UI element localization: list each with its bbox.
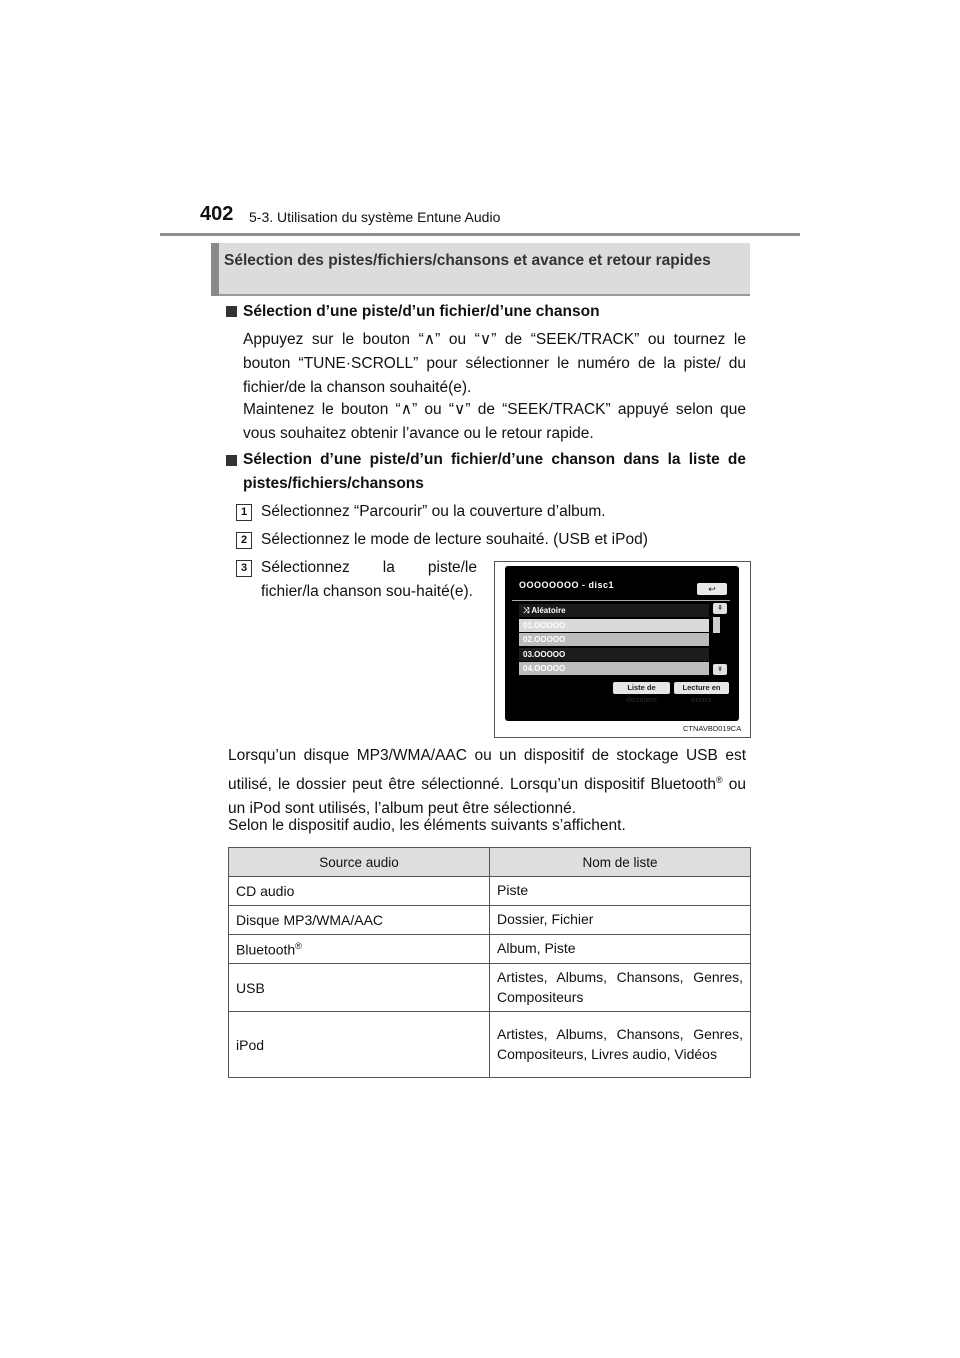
paragraph-folder-album-part1: Lorsqu’un disque MP3/WMA/AAC ou un dispositif de stockage USB est utilisé, le dossier peut être sélectionné. Lorsqu’un dispositif Bluetooth bbox=[228, 747, 746, 794]
table-header-source: Source audio bbox=[229, 848, 490, 877]
section-title: Sélection des pistes/fichiers/chansons et avance et retour rapides bbox=[224, 252, 711, 269]
step-text-1: Sélectionnez “Parcourir” ou la couverture d’album. bbox=[261, 503, 606, 520]
source-list-table bbox=[228, 847, 751, 1078]
table-cell-source-text: Bluetooth bbox=[236, 941, 296, 958]
screen-divider bbox=[512, 600, 730, 601]
table-row bbox=[229, 935, 751, 964]
scroll-up-icon[interactable]: ⇞ bbox=[713, 603, 727, 614]
screen-title: OOOOOOOO - disc1 bbox=[519, 580, 615, 590]
table-cell-list: Piste bbox=[490, 877, 751, 906]
paragraph-device-dependent: Selon le dispositif audio, les éléments suivants s’affichent. bbox=[228, 817, 626, 834]
shuffle-icon: ⤨ bbox=[523, 606, 532, 615]
table-cell-list: Album, Piste bbox=[490, 935, 751, 964]
image-code: CTNAVBD019CA bbox=[683, 724, 742, 733]
step-number-3: 3 bbox=[236, 560, 252, 577]
track-row-1[interactable]: 01.OOOOO bbox=[519, 619, 709, 632]
shuffle-row[interactable] bbox=[519, 604, 709, 617]
paragraph-folder-album-part2: ou un iPod sont utilisés, l’album peut être sélectionné. bbox=[228, 776, 746, 818]
step-text-3: Sélectionnez la piste/le fichier/la chanson sou-haité(e). bbox=[261, 559, 477, 600]
table-cell-source: Disque MP3/WMA/AAC bbox=[229, 906, 490, 935]
paragraph-select-track: Appuyez sur le bouton “∧” ou “∨” de “SEEK/TRACK” ou tournez le bouton “TUNE·SCROLL” pour sélectionner le numéro de la piste/ du fichier/de la chanson souhaité(e). bbox=[243, 331, 746, 396]
folder-list-button[interactable]: Liste de dossiers bbox=[613, 682, 670, 694]
chapter-title: 5-3. Utilisation du système Entune Audio bbox=[249, 209, 501, 225]
section-accent-bar bbox=[211, 243, 219, 296]
step-number-1: 1 bbox=[236, 504, 252, 521]
shuffle-label: Aléatoire bbox=[531, 606, 566, 615]
table-row bbox=[229, 906, 751, 935]
table-cell-source: CD audio bbox=[229, 877, 490, 906]
table-cell-list: Dossier, Fichier bbox=[490, 906, 751, 935]
table-header-row bbox=[229, 848, 751, 877]
step-number-2: 2 bbox=[236, 532, 252, 549]
registered-mark: ® bbox=[716, 775, 723, 785]
sub-heading-select-from-list: Sélection d’une piste/d’un fichier/d’une chanson dans la liste de pistes/fichiers/chansons bbox=[243, 451, 746, 492]
scroll-down-icon[interactable]: ⇟ bbox=[713, 664, 727, 675]
page-number: 402 bbox=[200, 203, 234, 225]
table-cell-source bbox=[229, 935, 490, 964]
square-bullet-icon bbox=[226, 455, 237, 466]
paragraph-fast-forward: Maintenez le bouton “∧” ou “∨” de “SEEK/TRACK” appuyé selon que vous souhaitez obtenir l’avance ou le retour rapide. bbox=[243, 401, 746, 442]
track-row-4[interactable]: 04.OOOOO bbox=[519, 662, 709, 675]
track-row-3[interactable]: 03.OOOOO bbox=[519, 648, 709, 661]
track-row-2[interactable]: 02.OOOOO bbox=[519, 633, 709, 646]
scrollbar[interactable] bbox=[713, 617, 720, 633]
table-cell-source: USB bbox=[229, 964, 490, 1012]
paragraph-folder-album bbox=[228, 744, 746, 821]
table-row bbox=[229, 1012, 751, 1078]
table-row bbox=[229, 964, 751, 1012]
table-header-list-name: Nom de liste bbox=[490, 848, 751, 877]
table-cell-list: Artistes, Albums, Chansons, Genres, Compositeurs, Livres audio, Vidéos bbox=[490, 1012, 751, 1078]
table-cell-list: Artistes, Albums, Chansons, Genres, Compositeurs bbox=[490, 964, 751, 1012]
table-cell-source: iPod bbox=[229, 1012, 490, 1078]
now-playing-button[interactable]: Lecture en cours bbox=[674, 682, 729, 694]
step-text-2: Sélectionnez le mode de lecture souhaité. (USB et iPod) bbox=[261, 531, 648, 548]
sub-heading-select-track: Sélection d’une piste/d’un fichier/d’une chanson bbox=[243, 303, 600, 320]
return-arrow-icon[interactable]: ↩ bbox=[697, 583, 727, 595]
table-row bbox=[229, 877, 751, 906]
square-bullet-icon bbox=[226, 306, 237, 317]
header-divider bbox=[160, 233, 800, 236]
registered-mark: ® bbox=[295, 940, 302, 951]
